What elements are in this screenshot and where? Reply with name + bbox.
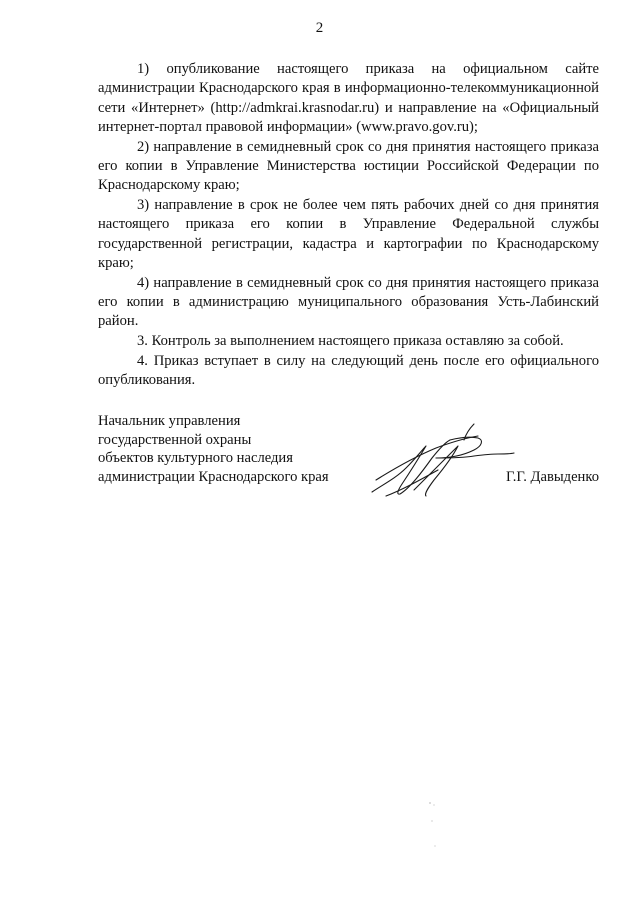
list-item-municipality: 4) направление в семидневный срок со дня принятия настоящего приказа его копии в администрацию муниципального образования Усть-Лабинский район.: [98, 274, 599, 330]
list-item-publication: 1) опубликование настоящего приказа на официальном сайте администрации Краснодарского края в информационно-телекоммуникационной сети «Интернет» (http://admkrai.krasnodar.ru) и направление на «Официальный интернет-портал правовой информации» (www.pravo.gov.ru);: [98, 61, 599, 135]
page-number: 2: [315, 20, 324, 36]
signer-position-line: объектов культурного наследия: [98, 450, 293, 466]
signer-name: Г.Г. Давыденко: [505, 468, 599, 485]
signature-block: [98, 412, 599, 512]
clause-entry-into-force: 4. Приказ вступает в силу на следующий день после его официального опубликования.: [98, 352, 599, 389]
document-body: [98, 60, 599, 391]
signer-position-line: администрации Краснодарского края: [98, 468, 329, 485]
signer-position-line: Начальник управления: [98, 413, 241, 429]
signer-position: [98, 412, 329, 486]
handwritten-signature: [366, 420, 516, 510]
scan-artifact: [426, 800, 440, 860]
clause-control: 3. Контроль за выполнением настоящего приказа оставляю за собой.: [137, 333, 564, 350]
list-item-rosreestr: 3) направление в срок не более чем пять рабочих дней со дня принятия настоящего приказа его копии в Управление Федеральной службы государственной регистрации, кадастра и картографии по Краснодарскому краю;: [98, 197, 599, 271]
signer-position-line: государственной охраны: [98, 431, 252, 448]
list-item-ministry-of-justice: 2) направление в семидневный срок со дня принятия настоящего приказа его копии в Управление Министерства юстиции Российской Федерации по Краснодарскому краю;: [98, 138, 599, 194]
